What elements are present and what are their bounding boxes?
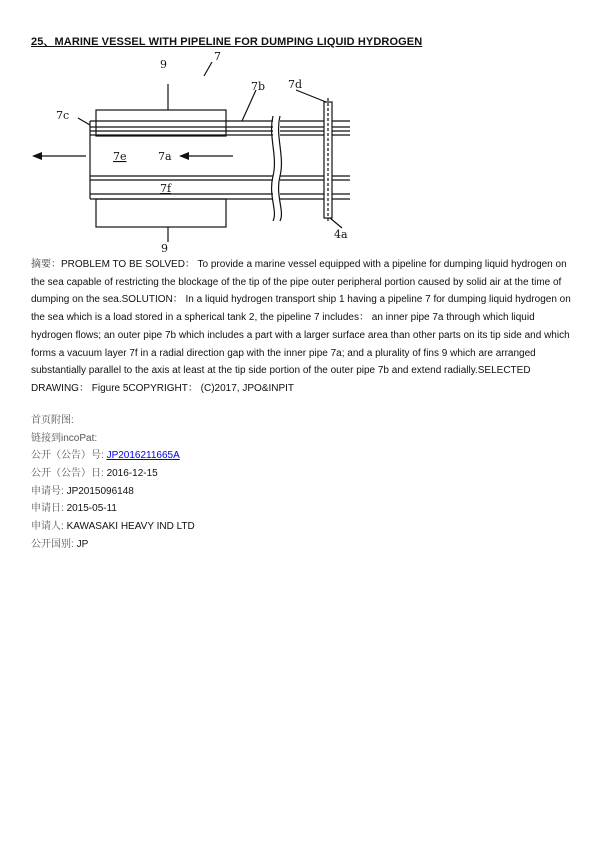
applicant-value: KAWASAKI HEAVY IND LTD (66, 521, 195, 533)
patent-drawing (28, 46, 388, 258)
abstract-label: 摘要： (31, 259, 61, 270)
label-9-top: 9 (160, 58, 167, 71)
label-7c: 7c (56, 109, 70, 122)
label-7a: 7a (158, 150, 172, 163)
incopat-link-row (31, 430, 195, 448)
label-9-bottom: 9 (161, 242, 168, 255)
applicant-label: 申请人: (31, 521, 64, 533)
label-7f: 7f (160, 182, 172, 195)
application-date-value: 2015-05-11 (66, 503, 117, 515)
label-7: 7 (214, 50, 221, 63)
application-number-value: JP2015096148 (66, 485, 134, 497)
homepage-figure-label: 首页附图: (31, 415, 74, 426)
publication-number-label: 公开（公告）号: (31, 450, 104, 462)
abstract (31, 256, 576, 398)
label-7d: 7d (288, 78, 303, 91)
document-title: 25、MARINE VESSEL WITH PIPELINE FOR DUMPING LIQUID HYDROGEN (31, 36, 423, 48)
application-date-row (31, 500, 195, 518)
country-value: JP (76, 538, 89, 550)
fin-top (96, 110, 226, 136)
country-label: 公开国别: (31, 538, 74, 550)
fin-bottom (96, 199, 226, 227)
homepage-figure-row (31, 412, 195, 430)
publication-number-link[interactable]: JP2016211665A (106, 450, 180, 462)
label-4a: 4a (334, 228, 348, 241)
label-7e: 7e (113, 150, 127, 163)
incopat-link-label: 链接到incoPat: (31, 432, 98, 444)
label-7b: 7b (251, 80, 266, 93)
applicant-row (31, 518, 195, 536)
application-number-label: 申请号: (31, 485, 64, 497)
publication-date-label: 公开（公告）日: (31, 468, 104, 480)
bibliographic-data (31, 412, 195, 554)
publication-number-row (31, 447, 195, 465)
publication-date-value: 2016-12-15 (106, 468, 158, 480)
country-row (31, 536, 195, 554)
abstract-text: PROBLEM TO BE SOLVED： To provide a marine vessel equipped with a pipeline for dumping liquid hydrogen on the sea capable of restricting the blockage of the tip of the pipe outer peripheral portion caused by solid air at the time of dumping on the sea.SOLUTION： In a liquid hydrogen transport ship 1 having a pipeline 7 for dumping liquid hydrogen on the sea which is a load stored in a spherical tank 2, the pipeline 7 includes： an inner pipe 7a through which liquid hydrogen flows; an outer pipe 7b which includes a part with a larger surface area than other parts on its tip side and which forms a vacuum layer 7f in a radial direction gap with the inner pipe 7a; and a plurality of fins 9 which are arranged substantially parallel to the axis at least at the tip side portion of the outer pipe 7b and extend radially.SELECTED DRAWING： Figure 5COPYRIGHT： (C)2017, JPO&INPIT (31, 259, 571, 394)
application-date-label: 申请日: (31, 503, 64, 515)
application-number-row (31, 483, 195, 501)
publication-date-row (31, 465, 195, 483)
